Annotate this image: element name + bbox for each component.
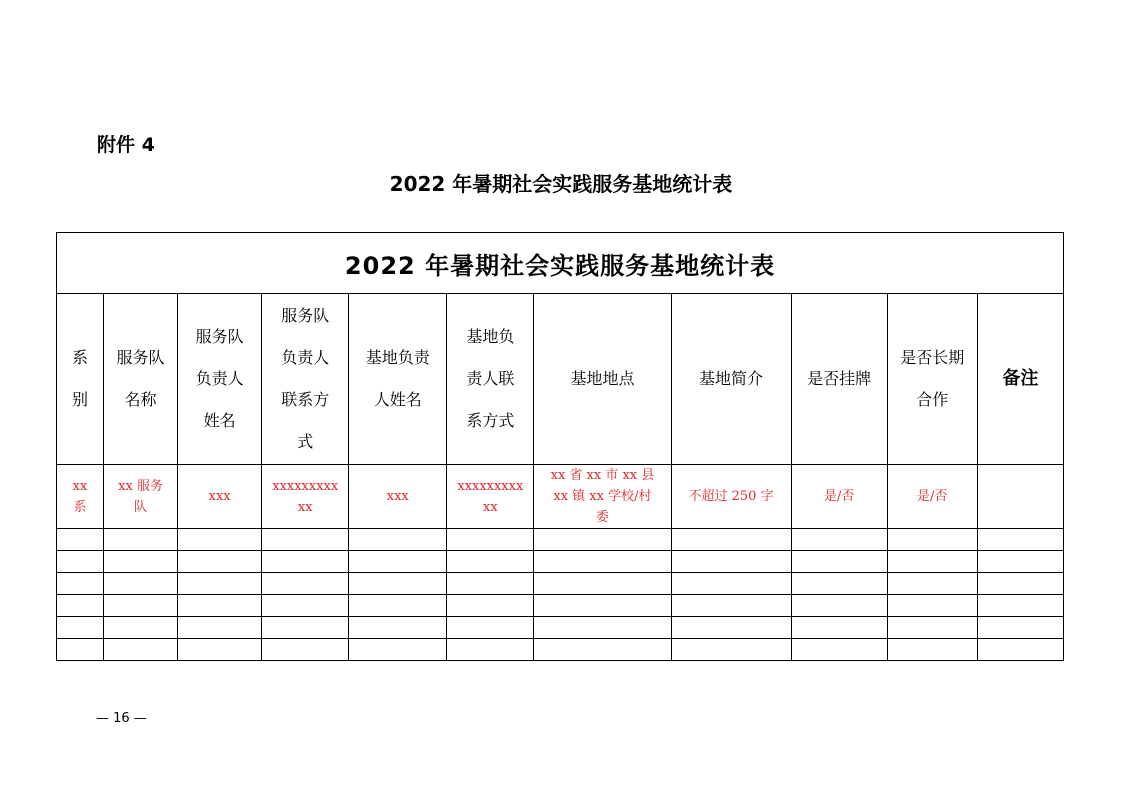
empty-row	[57, 573, 1064, 595]
empty-cell	[57, 617, 104, 639]
empty-cell	[349, 595, 447, 617]
empty-cell	[447, 617, 534, 639]
table-cell: xxx	[178, 465, 262, 529]
empty-cell	[178, 551, 262, 573]
empty-cell	[977, 573, 1063, 595]
empty-cell	[349, 573, 447, 595]
empty-cell	[104, 617, 178, 639]
empty-cell	[791, 639, 887, 661]
empty-cell	[178, 573, 262, 595]
empty-cell	[57, 595, 104, 617]
header-row	[57, 294, 1064, 465]
empty-cell	[791, 529, 887, 551]
empty-cell	[349, 551, 447, 573]
empty-cell	[791, 595, 887, 617]
header-cell: 服务队 名称	[104, 294, 178, 465]
empty-cell	[671, 595, 791, 617]
table-cell: 不超过 250 字	[671, 465, 791, 529]
empty-cell	[534, 573, 671, 595]
empty-cell	[791, 573, 887, 595]
empty-cell	[447, 639, 534, 661]
header-cell: 服务队 负责人 姓名	[178, 294, 262, 465]
empty-cell	[447, 573, 534, 595]
empty-cell	[104, 529, 178, 551]
empty-cell	[534, 551, 671, 573]
empty-cell	[57, 529, 104, 551]
empty-cell	[349, 639, 447, 661]
empty-cell	[447, 529, 534, 551]
empty-cell	[534, 529, 671, 551]
header-cell: 基地地点	[534, 294, 671, 465]
empty-cell	[671, 617, 791, 639]
empty-cell	[791, 617, 887, 639]
empty-cell	[534, 595, 671, 617]
statistics-table	[56, 232, 1064, 661]
empty-cell	[671, 551, 791, 573]
empty-cell	[262, 551, 349, 573]
empty-cell	[104, 639, 178, 661]
table-cell: xx 省 xx 市 xx 县 xx 镇 xx 学校/村 委	[534, 465, 671, 529]
empty-cell	[178, 595, 262, 617]
table-caption: 2022 年暑期社会实践服务基地统计表	[57, 233, 1064, 294]
empty-cell	[671, 529, 791, 551]
empty-cell	[104, 573, 178, 595]
empty-cell	[887, 617, 977, 639]
empty-cell	[791, 551, 887, 573]
empty-cell	[57, 551, 104, 573]
empty-cell	[887, 595, 977, 617]
table-cell: 是/否	[887, 465, 977, 529]
table-cell: xx 服务 队	[104, 465, 178, 529]
attachment-label: 附件 4	[97, 134, 155, 156]
header-cell: 是否长期 合作	[887, 294, 977, 465]
header-cell: 服务队 负责人 联系方 式	[262, 294, 349, 465]
table-cell: xxxxxxxxx xx	[447, 465, 534, 529]
table-cell: 是/否	[791, 465, 887, 529]
empty-cell	[178, 639, 262, 661]
empty-cell	[262, 639, 349, 661]
header-cell: 系 别	[57, 294, 104, 465]
header-cell: 基地负责 人姓名	[349, 294, 447, 465]
table-cell	[977, 465, 1063, 529]
document-title: 2022 年暑期社会实践服务基地统计表	[389, 172, 733, 196]
empty-cell	[104, 551, 178, 573]
empty-cell	[977, 529, 1063, 551]
empty-cell	[262, 529, 349, 551]
empty-rows	[57, 529, 1064, 661]
empty-row	[57, 639, 1064, 661]
empty-cell	[887, 551, 977, 573]
empty-cell	[977, 595, 1063, 617]
header-cell: 基地负 责人联 系方式	[447, 294, 534, 465]
header-cell: 基地简介	[671, 294, 791, 465]
empty-row	[57, 595, 1064, 617]
empty-row	[57, 529, 1064, 551]
empty-cell	[57, 639, 104, 661]
empty-cell	[178, 617, 262, 639]
empty-cell	[887, 529, 977, 551]
empty-cell	[534, 617, 671, 639]
sample-row	[57, 465, 1064, 529]
empty-cell	[447, 595, 534, 617]
header-cell: 备注	[977, 294, 1063, 465]
page-number: — 16 —	[96, 711, 147, 726]
header-cell: 是否挂牌	[791, 294, 887, 465]
empty-cell	[977, 617, 1063, 639]
empty-cell	[887, 639, 977, 661]
empty-cell	[671, 573, 791, 595]
empty-cell	[887, 573, 977, 595]
empty-row	[57, 617, 1064, 639]
empty-cell	[262, 617, 349, 639]
empty-cell	[671, 639, 791, 661]
empty-cell	[447, 551, 534, 573]
empty-cell	[104, 595, 178, 617]
empty-cell	[534, 639, 671, 661]
empty-row	[57, 551, 1064, 573]
empty-cell	[349, 617, 447, 639]
table-cell: xxx	[349, 465, 447, 529]
empty-cell	[178, 529, 262, 551]
table-cell: xx 系	[57, 465, 104, 529]
empty-cell	[977, 551, 1063, 573]
empty-cell	[349, 529, 447, 551]
empty-cell	[977, 639, 1063, 661]
table-cell: xxxxxxxxx xx	[262, 465, 349, 529]
empty-cell	[57, 573, 104, 595]
empty-cell	[262, 595, 349, 617]
empty-cell	[262, 573, 349, 595]
